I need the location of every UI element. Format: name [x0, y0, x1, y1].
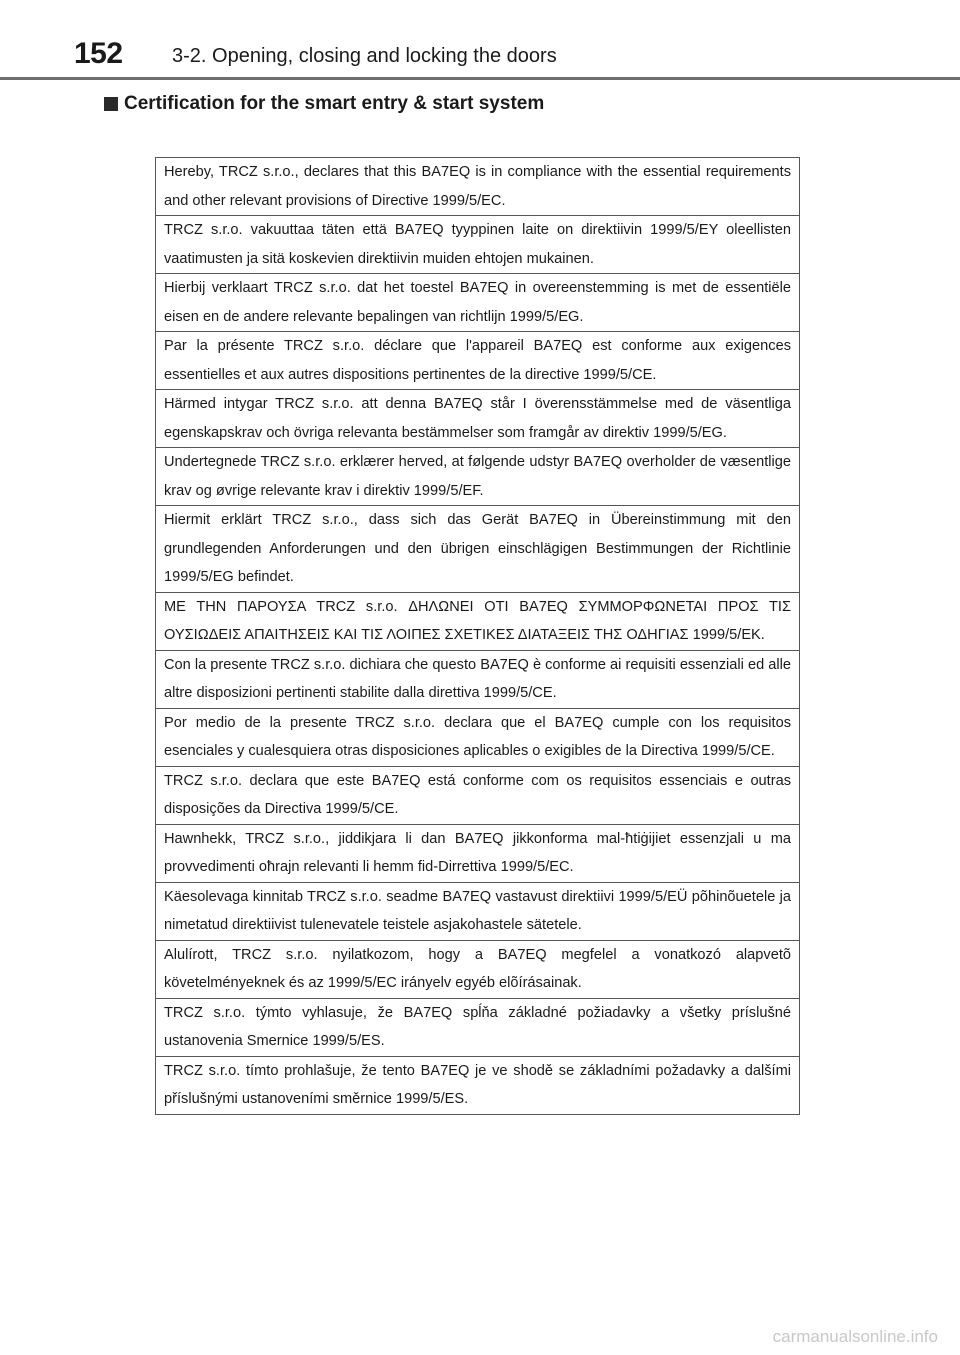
declaration-text: TRCZ s.r.o. vakuuttaa täten että BA7EQ tyyppinen laite on direktiivin 1999/5/EY oleellisten vaatimusten ja sitä koskevien direktiivin muiden ehtojen mukainen. [164, 222, 791, 267]
declaration-row-greek [156, 592, 799, 650]
declaration-text: Hawnhekk, TRCZ s.r.o., jiddikjara li dan BA7EQ jikkonforma mal-ħtiġijiet essenzjali u ma provvedimenti oħrajn relevanti li hemm fid-Dirrettiva 1999/5/EC. [164, 830, 791, 875]
declaration-row-portuguese [156, 766, 799, 824]
page-header [0, 0, 960, 80]
declaration-row-slovak [156, 998, 799, 1056]
declaration-text: TRCZ s.r.o. declara que este BA7EQ está conforme com os requisitos essenciais e outras disposições da Directiva 1999/5/CE. [164, 772, 791, 817]
declaration-text: Alulírott, TRCZ s.r.o. nyilatkozom, hogy a BA7EQ megfelel a vonatkozó alapvetõ követelményeknek és az 1999/5/EC irányelv egyéb elõírásainak. [164, 946, 791, 991]
declaration-text: Hereby, TRCZ s.r.o., declares that this BA7EQ is in compliance with the essential requirements and other relevant provisions of Directive 1999/5/EC. [164, 164, 791, 209]
declaration-text: Con la presente TRCZ s.r.o. dichiara che questo BA7EQ è conforme ai requisiti essenziali ed alle altre disposizioni pertinenti stabilite dalla direttiva 1999/5/CE. [164, 656, 791, 701]
declaration-text: Por medio de la presente TRCZ s.r.o. declara que el BA7EQ cumple con los requisitos esenciales y cualesquiera otras disposiciones aplicables o exigibles de la Directiva 1999/5/CE. [164, 714, 791, 759]
chapter-title: 3-2. Opening, closing and locking the doors [172, 45, 557, 67]
declaration-text: Hierbij verklaart TRCZ s.r.o. dat het toestel BA7EQ in overeenstemming is met de essentiële eisen en de andere relevante bepalingen van richtlijn 1999/5/EG. [164, 280, 791, 325]
declaration-row-danish [156, 447, 799, 505]
declaration-text: Par la présente TRCZ s.r.o. déclare que l'appareil BA7EQ est conforme aux exigences essentielles et aux autres dispositions pertinentes de la directive 1999/5/CE. [164, 338, 791, 383]
declaration-table [155, 157, 800, 1115]
square-bullet-icon [104, 97, 118, 111]
declaration-text: ΜΕ ΤΗΝ ΠΑΡΟΥΣΑ TRCZ s.r.o. ΔΗΛΩΝΕΙ ΟΤΙ BA7EQ ΣΥΜΜΟΡΦΩΝΕΤΑΙ ΠΡΟΣ ΤΙΣ ΟΥΣΙΩΔΕΙΣ ΑΠΑΙΤΗΣΕΙΣ ΚΑΙ ΤΙΣ ΛΟΙΠΕΣ ΣΧΕΤΙΚΕΣ ΔΙΑΤΑΞΕΙΣ ΤΗΣ ΟΔΗΓΙΑΣ 1999/5/ΕΚ. [164, 598, 791, 643]
declaration-text: Käesolevaga kinnitab TRCZ s.r.o. seadme BA7EQ vastavust direktiivi 1999/5/EÜ põhinõuetele ja nimetatud direktiivist tulenevatele teistele asjakohastele sätetele. [164, 888, 791, 933]
section-heading-text: Certification for the smart entry & start system [124, 93, 545, 114]
declaration-row-hungarian [156, 940, 799, 998]
declaration-row-spanish [156, 708, 799, 766]
declaration-text: TRCZ s.r.o. tímto prohlašuje, že tento BA7EQ je ve shodě se základními požadavky a dalšími příslušnými ustanoveními směrnice 1999/5/ES. [164, 1062, 791, 1107]
declaration-row-estonian [156, 882, 799, 940]
page-number: 152 [74, 37, 123, 70]
declaration-row-czech [156, 1056, 799, 1114]
declaration-row-dutch [156, 273, 799, 331]
header-divider [0, 77, 960, 80]
declaration-text: Undertegnede TRCZ s.r.o. erklærer herved, at følgende udstyr BA7EQ overholder de væsentlige krav og øvrige relevante krav i direktiv 1999/5/EF. [164, 454, 791, 499]
declaration-text: Hiermit erklärt TRCZ s.r.o., dass sich das Gerät BA7EQ in Übereinstimmung mit den grundlegenden Anforderungen und den übrigen einschlägigen Bestimmungen der Richtlinie 1999/5/EG befindet. [164, 512, 791, 585]
declaration-row-swedish [156, 389, 799, 447]
declaration-row-german [156, 505, 799, 592]
declaration-row-french [156, 331, 799, 389]
declaration-text: TRCZ s.r.o. týmto vyhlasuje, že BA7EQ spĺňa základné požiadavky a všetky príslušné ustanovenia Smernice 1999/5/ES. [164, 1004, 791, 1049]
watermark: carmanualsonline.info [772, 1327, 938, 1346]
section-heading [104, 92, 544, 116]
declaration-row-italian [156, 650, 799, 708]
declaration-row-maltese [156, 824, 799, 882]
declaration-row-english [156, 158, 799, 215]
declaration-text: Härmed intygar TRCZ s.r.o. att denna BA7EQ står I överensstämmelse med de väsentliga egenskapskrav och övriga relevanta bestämmelser som framgår av direktiv 1999/5/EG. [164, 396, 791, 441]
declaration-row-finnish [156, 215, 799, 273]
